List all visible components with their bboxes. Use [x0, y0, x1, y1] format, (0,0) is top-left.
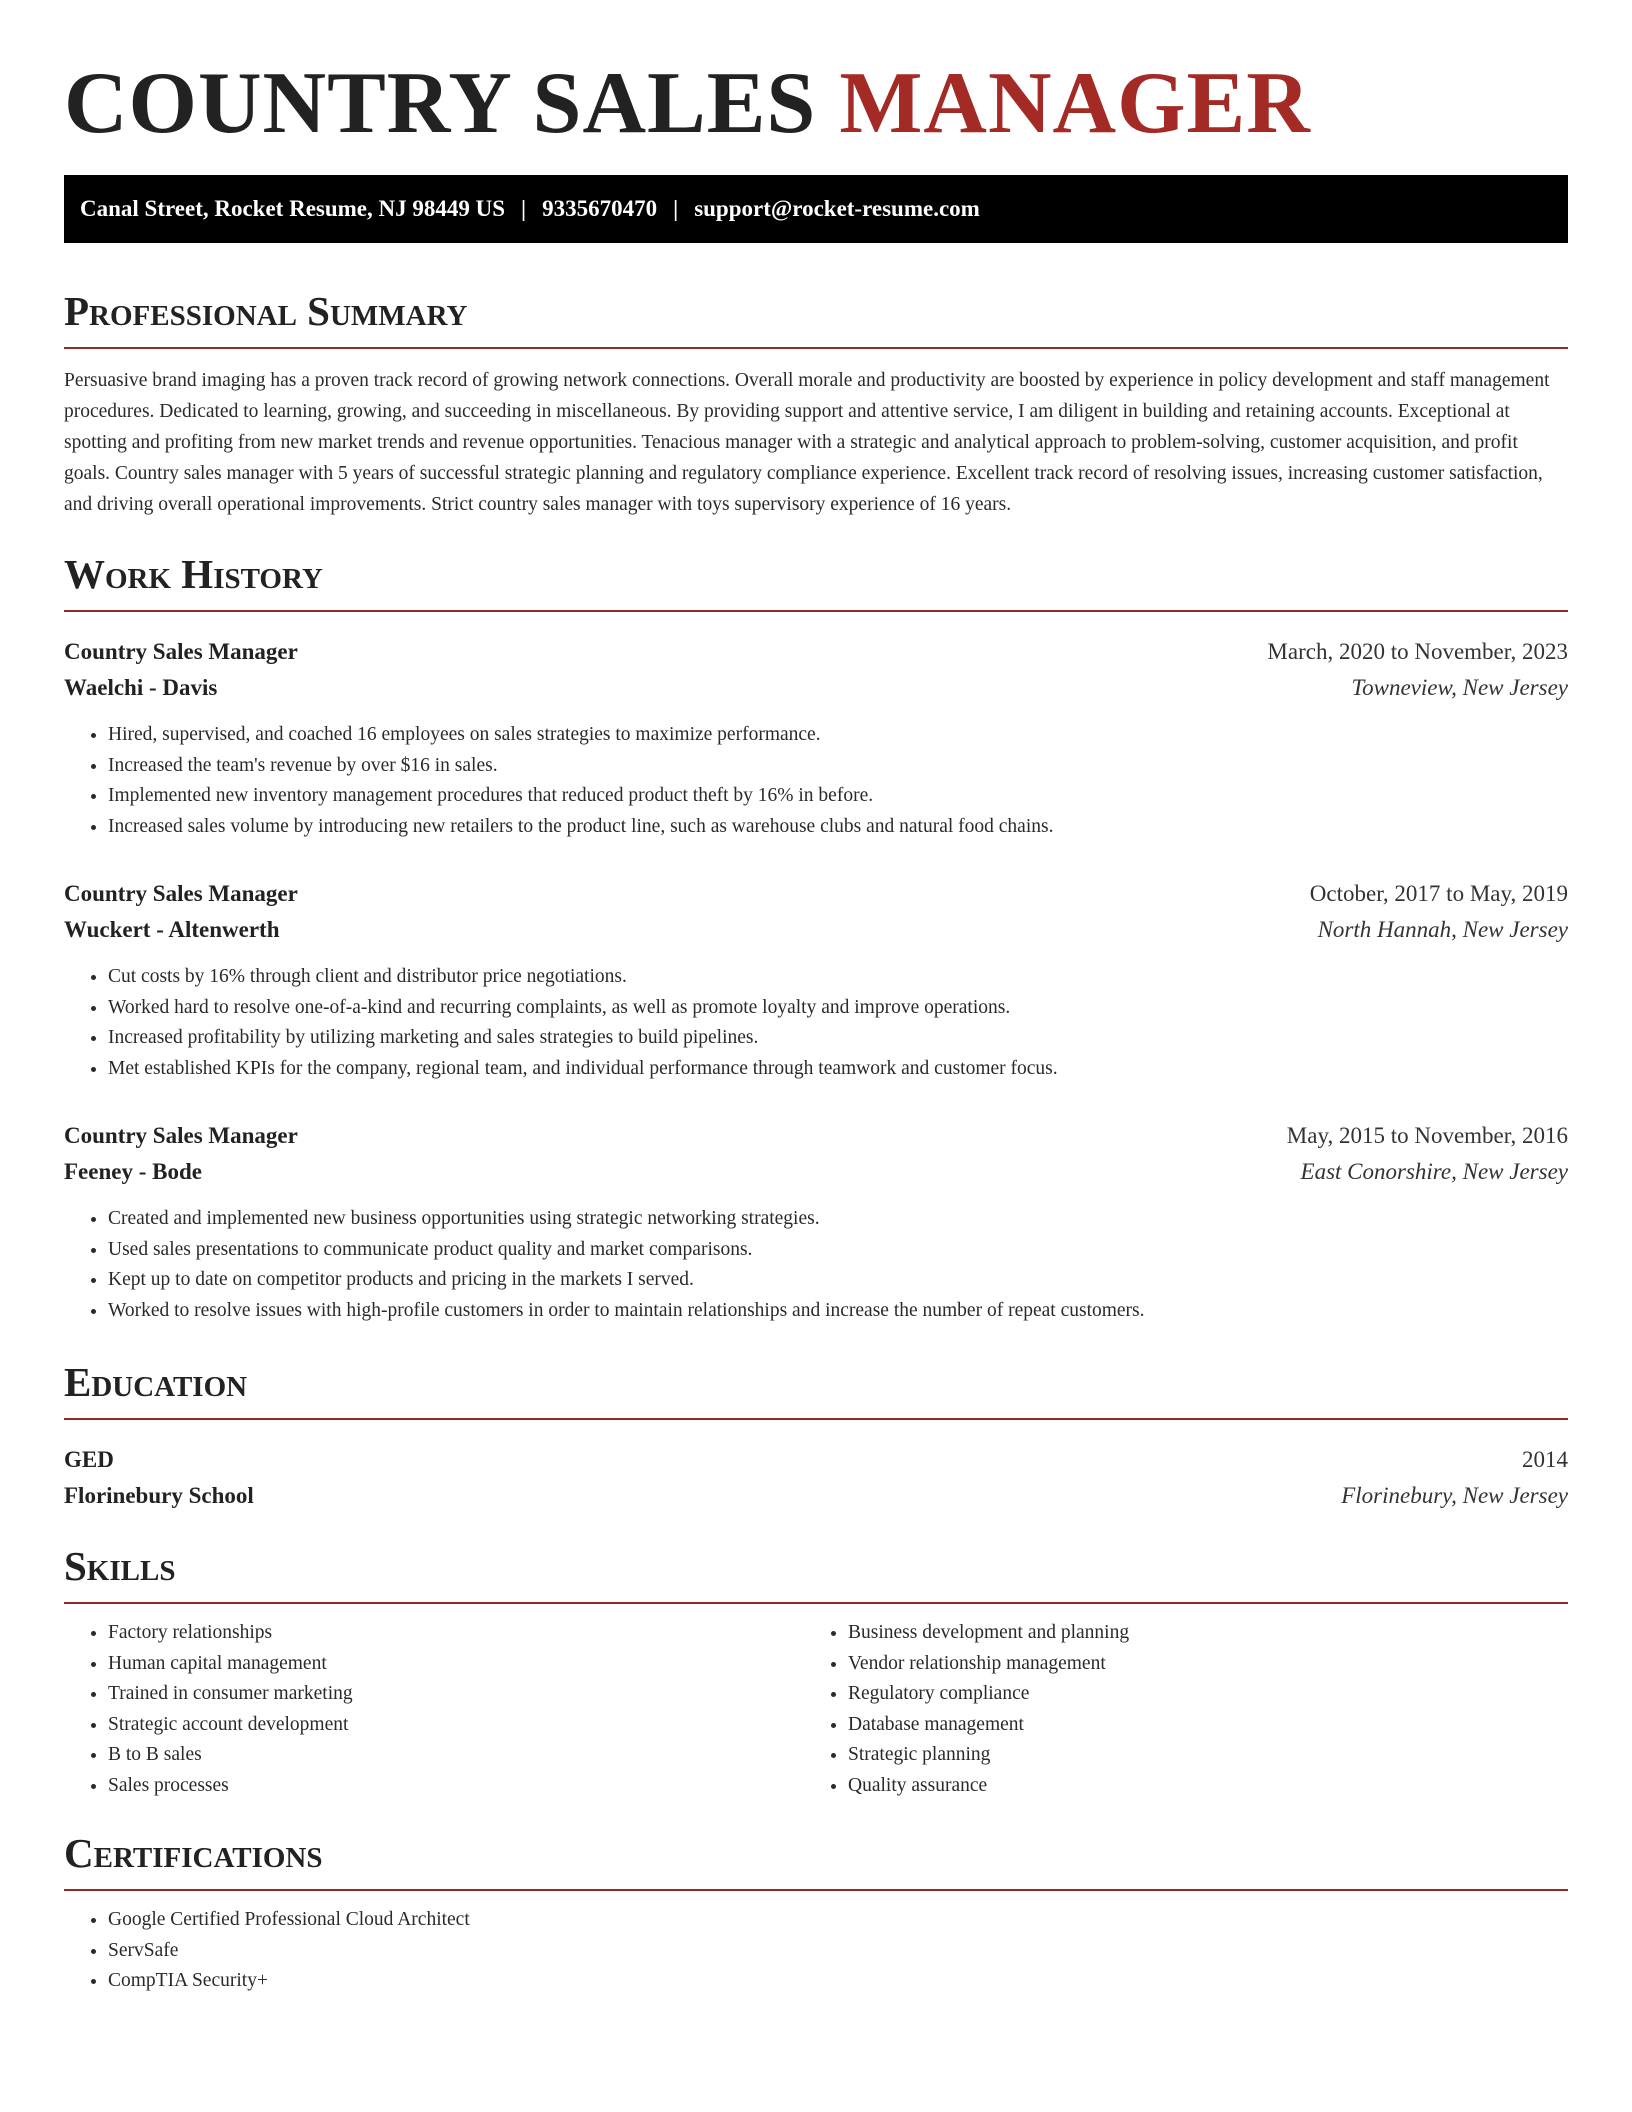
- skills-columns: [64, 1618, 1568, 1801]
- education-header-row: [64, 1442, 1568, 1478]
- job-header-row: [64, 876, 1568, 912]
- job-header-row: [64, 1118, 1568, 1154]
- job-dates: October, 2017 to May, 2019: [1309, 881, 1568, 906]
- job-bullets: [64, 720, 1568, 842]
- job-bullet: • Cut costs by 16% through client and distributor price negotiations.: [108, 962, 1568, 993]
- skill-item: • Database management: [848, 1710, 1568, 1741]
- job-company: Wuckert - Altenwerth: [64, 917, 280, 942]
- education-degree: GED: [64, 1447, 114, 1472]
- skill-item: • Strategic account development: [108, 1710, 804, 1741]
- education-school: Florinebury School: [64, 1483, 254, 1508]
- skill-item: • Regulatory compliance: [848, 1679, 1568, 1710]
- job-bullet: • Used sales presentations to communicate product quality and market comparisons.: [108, 1235, 1568, 1266]
- job-header-row: [64, 634, 1568, 670]
- skill-item: • Strategic planning: [848, 1740, 1568, 1771]
- job-location: Towneview, New Jersey: [1351, 675, 1568, 700]
- job-title: Country Sales Manager: [64, 1123, 298, 1148]
- contact-separator: |: [521, 196, 527, 221]
- job-bullet: • Worked hard to resolve one-of-a-kind and recurring complaints, as well as promote loyalty and improve operations.: [108, 993, 1568, 1024]
- skills-list-right: [804, 1618, 1568, 1801]
- job-company-row: [64, 1154, 1568, 1190]
- skill-item: • Sales processes: [108, 1771, 804, 1802]
- job-bullet: • Hired, supervised, and coached 16 employees on sales strategies to maximize performance.: [108, 720, 1568, 751]
- skill-item: • Business development and planning: [848, 1618, 1568, 1649]
- skill-item: • B to B sales: [108, 1740, 804, 1771]
- job-bullet: • Worked to resolve issues with high-profile customers in order to maintain relationships and increase the number of repeat customers.: [108, 1296, 1568, 1327]
- job-company-row: [64, 670, 1568, 706]
- education-year: 2014: [1522, 1447, 1568, 1472]
- job-company: Waelchi - Davis: [64, 675, 218, 700]
- resume-page: [64, 0, 1568, 1997]
- job-bullet: • Created and implemented new business opportunities using strategic networking strategies.: [108, 1204, 1568, 1235]
- education-school-row: [64, 1478, 1568, 1514]
- contact-address: Canal Street, Rocket Resume, NJ 98449 US: [80, 196, 506, 221]
- certification-item: • ServSafe: [108, 1936, 1568, 1967]
- page-title: [64, 55, 1568, 152]
- job-company: Feeney - Bode: [64, 1159, 202, 1184]
- certifications-list: [64, 1905, 1568, 1997]
- title-main: COUNTRY SALES: [64, 55, 817, 152]
- skills-list-left: [64, 1618, 804, 1801]
- skills-heading: Skills: [64, 1542, 1568, 1604]
- job-bullet: • Kept up to date on competitor products and pricing in the markets I served.: [108, 1265, 1568, 1296]
- skill-item: • Quality assurance: [848, 1771, 1568, 1802]
- job-entry: [64, 876, 1568, 1084]
- skill-item: • Human capital management: [108, 1649, 804, 1680]
- job-entry: [64, 634, 1568, 842]
- job-bullet: • Implemented new inventory management procedures that reduced product theft by 16% in before.: [108, 781, 1568, 812]
- job-location: East Conorshire, New Jersey: [1300, 1159, 1568, 1184]
- certifications-heading: Certifications: [64, 1829, 1568, 1891]
- work-history-heading: Work History: [64, 550, 1568, 612]
- contact-phone: 9335670470: [542, 196, 658, 221]
- summary-text: Persuasive brand imaging has a proven track record of growing network connections. Overall morale and productivity are boosted by experience in policy development and staff management procedures. Dedicated to learning, growing, and succeeding in miscellaneous. By providing support and attentive service, I am diligent in building and retaining accounts. Exceptional at spotting and profiting from new market trends and revenue opportunities. Tenacious manager with a strategic and analytical approach to problem-solving, customer acquisition, and profit goals. Country sales manager with 5 years of successful strategic planning and regulatory compliance experience. Excellent track record of resolving issues, increasing customer satisfaction, and driving overall operational improvements. Strict country sales manager with toys supervisory experience of 16 years.: [64, 370, 1550, 515]
- job-bullet: • Increased profitability by utilizing marketing and sales strategies to build pipelines.: [108, 1023, 1568, 1054]
- education-heading: Education: [64, 1358, 1568, 1420]
- job-title: Country Sales Manager: [64, 639, 298, 664]
- job-bullets: [64, 962, 1568, 1084]
- job-bullet: • Increased sales volume by introducing new retailers to the product line, such as warehouse clubs and natural food chains.: [108, 812, 1568, 843]
- job-entry: [64, 1118, 1568, 1326]
- job-dates: March, 2020 to November, 2023: [1267, 639, 1568, 664]
- skill-item: • Trained in consumer marketing: [108, 1679, 804, 1710]
- job-bullet: • Increased the team's revenue by over $16 in sales.: [108, 751, 1568, 782]
- skill-item: • Vendor relationship management: [848, 1649, 1568, 1680]
- job-dates: May, 2015 to November, 2016: [1286, 1123, 1568, 1148]
- job-location: North Hannah, New Jersey: [1317, 917, 1568, 942]
- contact-separator: |: [673, 196, 679, 221]
- certification-item: • Google Certified Professional Cloud Architect: [108, 1905, 1568, 1936]
- job-bullet: • Met established KPIs for the company, regional team, and individual performance through teamwork and customer focus.: [108, 1054, 1568, 1085]
- contact-email: support@rocket-resume.com: [694, 196, 980, 221]
- job-title: Country Sales Manager: [64, 881, 298, 906]
- certification-item: • CompTIA Security+: [108, 1966, 1568, 1997]
- title-accent: MANAGER: [839, 55, 1311, 152]
- skill-item: • Factory relationships: [108, 1618, 804, 1649]
- education-entry: [64, 1442, 1568, 1514]
- job-bullets: [64, 1204, 1568, 1326]
- job-company-row: [64, 912, 1568, 948]
- contact-bar: [64, 175, 1568, 243]
- summary-heading: Professional Summary: [64, 287, 1568, 349]
- education-location: Florinebury, New Jersey: [1341, 1483, 1568, 1508]
